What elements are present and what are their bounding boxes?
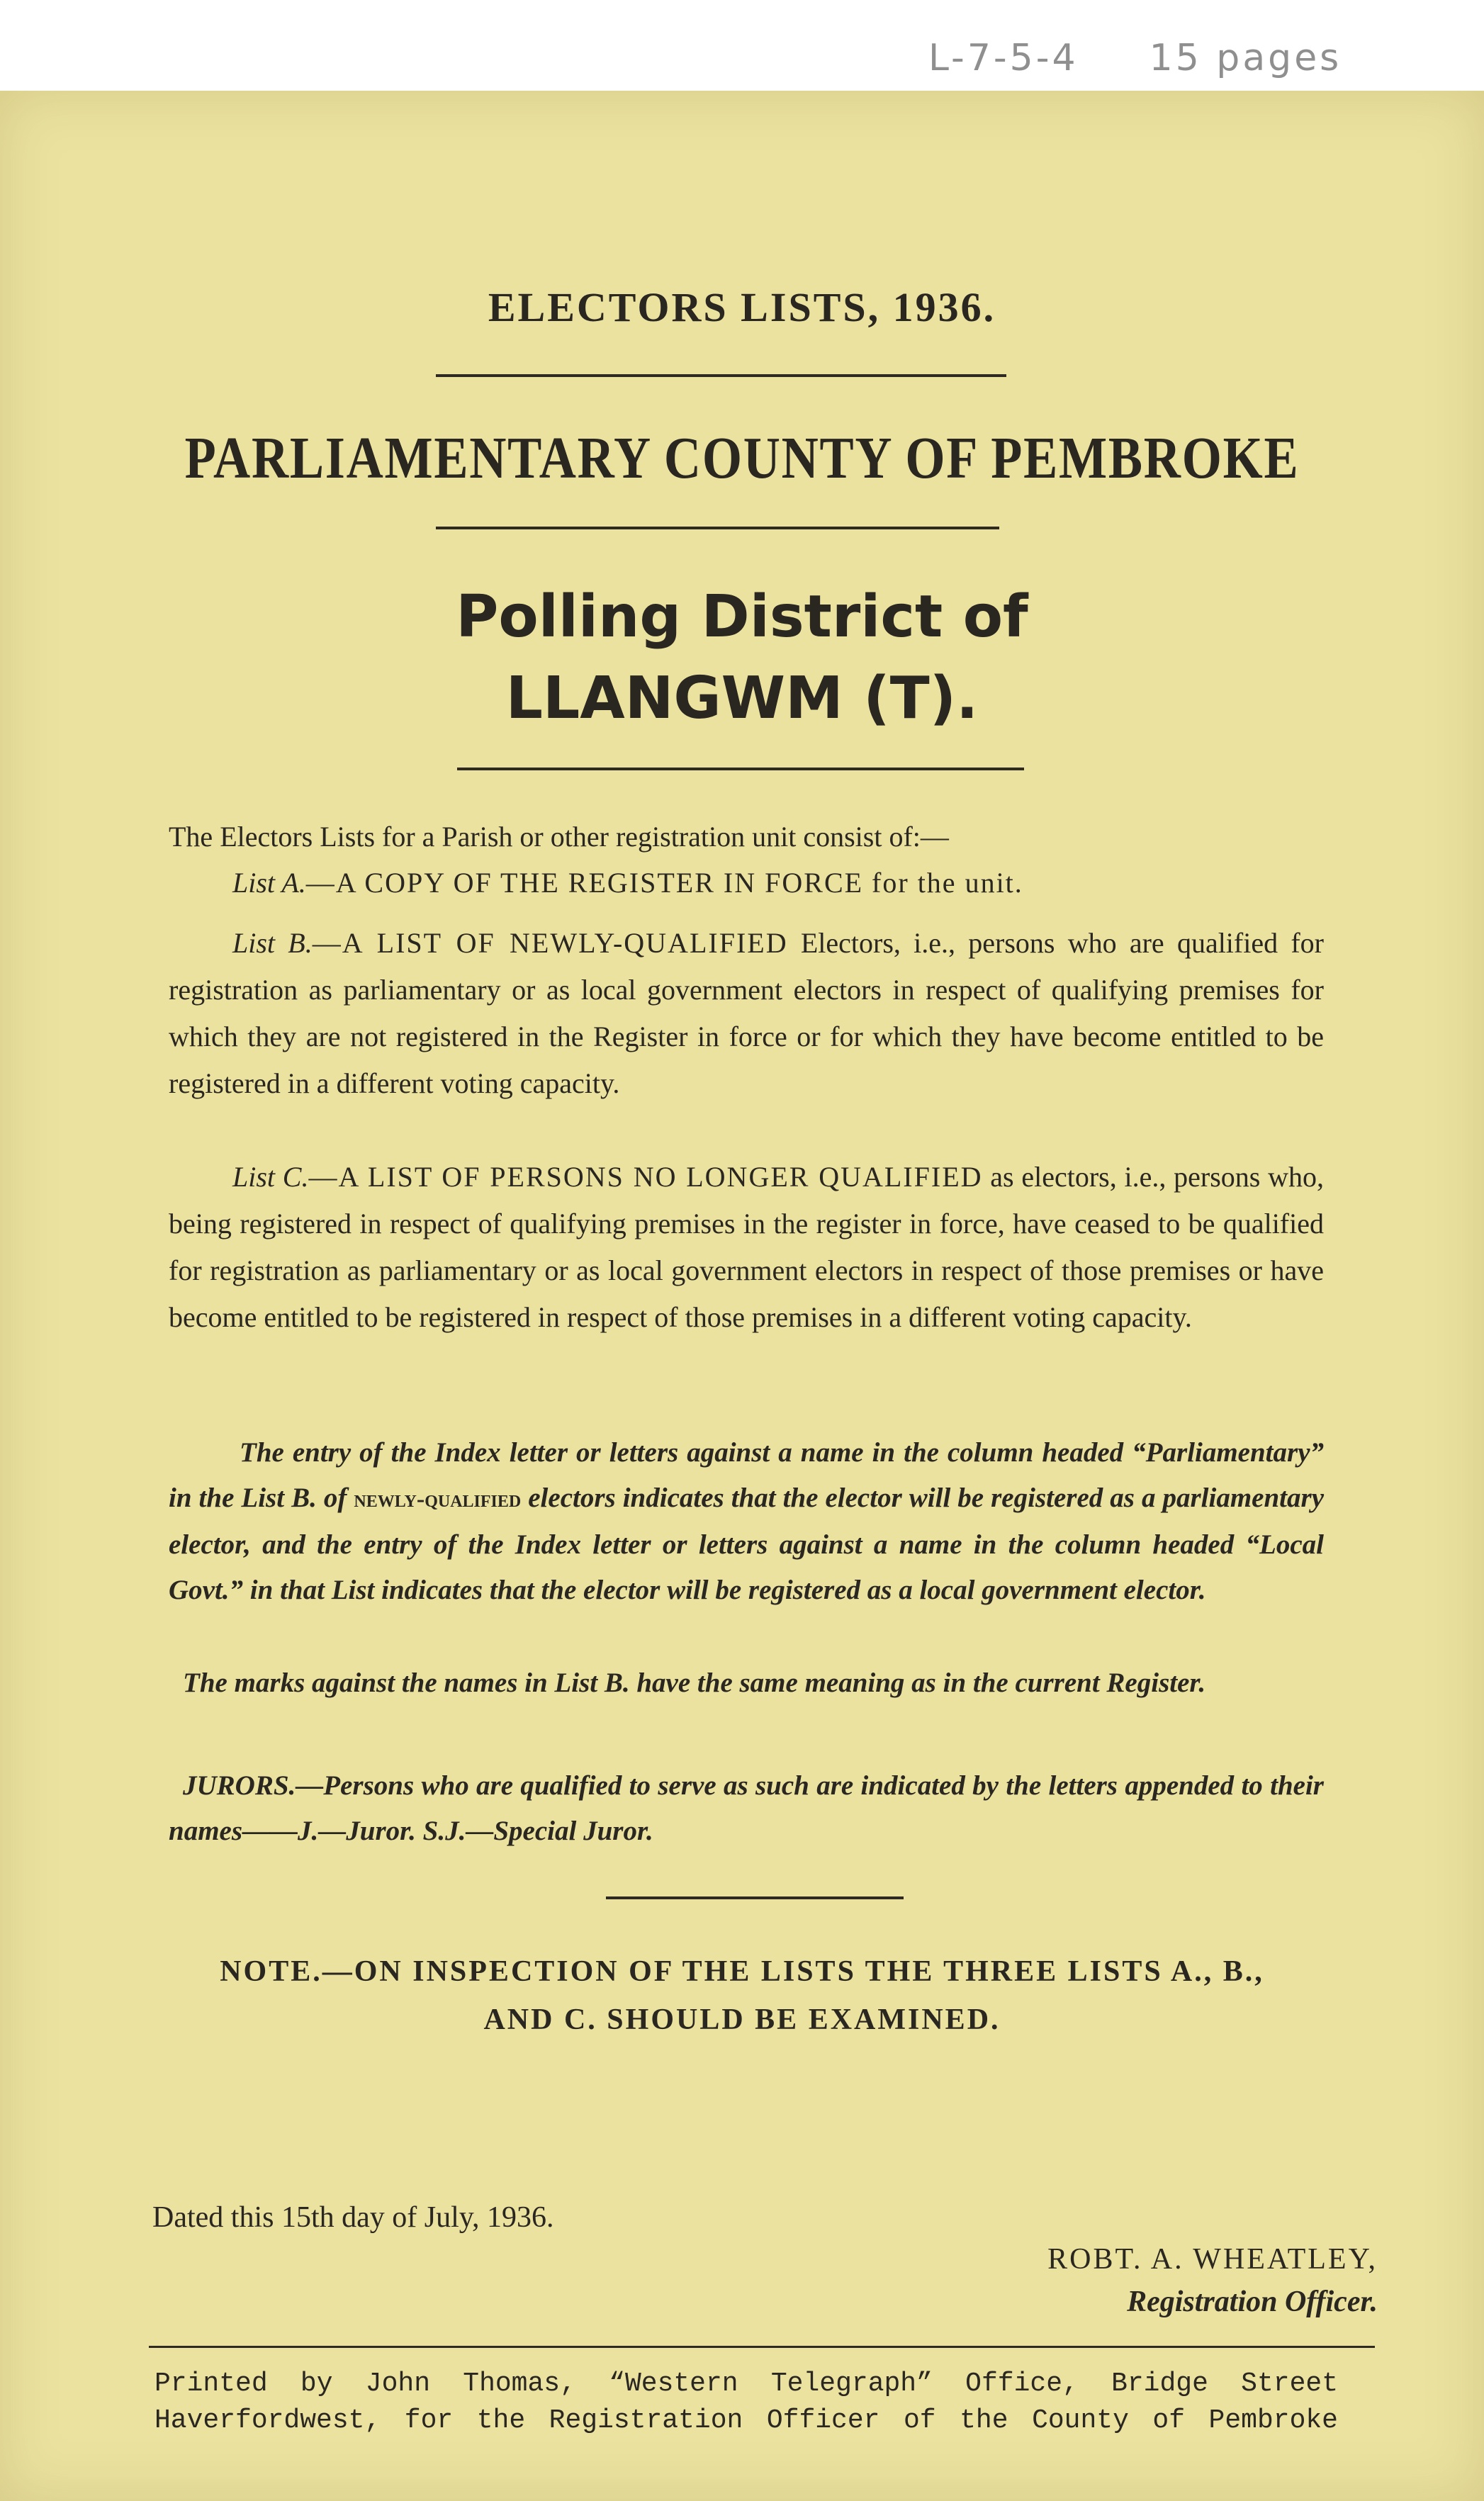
archive-reference: L-7-5-4: [928, 37, 1079, 79]
note-line-1: NOTE.—ON INSPECTION OF THE LISTS THE THREE LISTS A., B.,: [220, 1955, 1264, 1988]
index-newly-qualified: newly-qualified: [354, 1486, 522, 1512]
list-b-text: Electors, i.e., persons who are qualified for registration as parliamentary or as local government electors in respect of qualifying premises for which they are not registered in the Register in force or for which they have become entitled to be registered in a different voting capacity.: [169, 927, 1324, 1099]
signatory-name: ROBT. A. WHEATLEY,: [1047, 2243, 1378, 2276]
inspection-note: [0, 1948, 1484, 2044]
printer-line-2: Haverfordwest, for the Registration Officer of the County of Pembroke: [154, 2405, 1338, 2436]
divider: [457, 768, 1024, 770]
list-b-label: List B.: [232, 927, 313, 959]
intro-text: The Electors Lists for a Parish or other registration unit consist of:—: [169, 821, 949, 853]
list-a-text: —A COPY OF THE REGISTER IN FORCE for the unit.: [305, 867, 1023, 899]
jurors-paragraph: [169, 1763, 1324, 1854]
note-line-2: AND C. SHOULD BE EXAMINED.: [483, 2003, 1001, 2036]
polling-district-heading: [0, 576, 1484, 739]
list-b-heading: —A LIST OF NEWLY-QUALIFIED: [312, 927, 788, 959]
list-c-heading: —A LIST OF PERSONS NO LONGER QUALIFIED: [308, 1161, 983, 1193]
printer-imprint: [154, 2366, 1338, 2439]
signature-block: [1047, 2238, 1378, 2323]
list-c-text: as electors, i.e., persons who, being registered in respect of qualifying premises in the register in force, have ceased to be qualified for registration as parliamentary or as local government electors in respect of those premises or have become entitled to be registered in respect of those premises in a different voting capacity.: [169, 1161, 1324, 1333]
list-b-paragraph: [169, 920, 1324, 1107]
marks-paragraph: [169, 1660, 1324, 1706]
archive-annotation: [928, 37, 1342, 79]
marks-text: The marks against the names in List B. have the same meaning as in the current Register.: [183, 1668, 1206, 1698]
notice-heading-year: ELECTORS LISTS, 1936.: [488, 284, 996, 330]
notice-sheet: [0, 91, 1484, 2501]
index-letter-paragraph: [169, 1430, 1324, 1613]
polling-district-name: LLANGWM (T).: [505, 665, 979, 732]
divider: [436, 527, 999, 529]
index-text-a: The entry of the Index letter or letters against a name in the column headed “Parliamentary” in the List B. of: [169, 1437, 1324, 1513]
county-heading: PARLIAMENTARY COUNTY OF PEMBROKE: [184, 425, 1300, 491]
dated-line: Dated this 15th day of July, 1936.: [152, 2201, 554, 2234]
jurors-text: —Persons who are qualified to serve as such are indicated by the letters appended to their names——J.—Juror. S.J.—Special Juror.: [169, 1770, 1324, 1846]
page-count-note: 15 pages: [1149, 37, 1342, 79]
list-c-paragraph: [169, 1154, 1324, 1341]
list-c-label: List C.: [232, 1161, 309, 1193]
divider: [149, 2346, 1375, 2348]
list-a-paragraph: [169, 860, 1324, 906]
jurors-label: JURORS.: [183, 1770, 296, 1801]
list-a-label: List A.: [232, 867, 306, 899]
index-text-b: electors indicates that the elector will be registered as a parliamentary elector, and the entry of the Index letter or letters against a name in the column headed “Local Govt.” in that List indicates that the elector will be registered as a local government elector.: [169, 1483, 1325, 1605]
polling-district-label: Polling District of: [456, 583, 1028, 651]
printer-line-1: Printed by John Thomas, “Western Telegraph” Office, Bridge Street: [154, 2368, 1338, 2399]
signatory-title: Registration Officer.: [1127, 2286, 1378, 2318]
intro-paragraph: [169, 814, 1324, 860]
divider: [606, 1896, 904, 1899]
divider: [436, 374, 1006, 377]
